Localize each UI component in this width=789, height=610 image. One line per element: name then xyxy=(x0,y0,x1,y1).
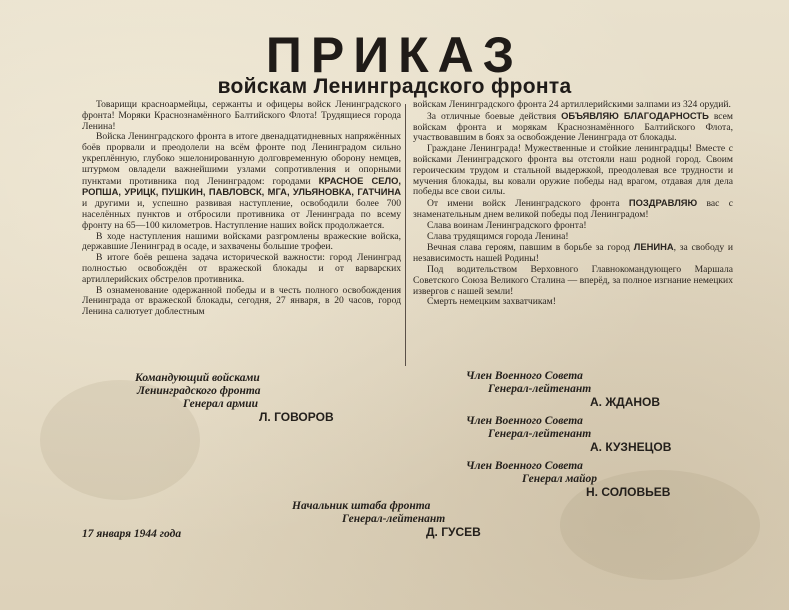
signature-rank: Генерал-лейтенант xyxy=(488,428,592,440)
signature-rank: Член Военного Совета xyxy=(466,415,583,427)
signature-name: Л. ГОВОРОВ xyxy=(259,410,334,424)
paragraph: В ознаменование одержанной победы и в честь полного освобождения Ленинграда от вражеской блокады, сегодня, 27 января, в 20 часов, город Ленина салютует доблестным xyxy=(82,284,401,318)
signature-gusev xyxy=(292,500,481,539)
paragraph-text: Войска Ленинградского фронта в итоге двенадцатидневных напряжённых боёв прорвали и преодолели на всём фронте под Ленинградом сильно укреплённую, глубоко эшелонированную долговременную оборону немцев, штурмом овладели важнейшими узлами сопротивления и опорными пунктами противника под Ленинградом: городами xyxy=(82,131,401,187)
paragraph: Слава трудящимся города Ленина! xyxy=(427,230,569,242)
column-divider xyxy=(405,104,406,366)
order-subtitle: войскам Ленинградского фронта xyxy=(217,75,572,98)
paragraph xyxy=(413,242,733,265)
signature-soloviev xyxy=(466,460,670,499)
paragraph: В ходе наступления нашими войсками разгромлены вражеские войска, державшие Ленинград в осаде, и захвачены большие трофеи. xyxy=(82,230,401,253)
signature-rank: Командующий войсками xyxy=(135,372,260,384)
paragraph: Под водительством Верховного Главнокомандующего Маршала Советского Союза Великого Сталина — вперёд, за полное изгнание немецких извергов с нашей земли! xyxy=(413,263,733,297)
signature-rank: Член Военного Совета xyxy=(466,460,583,472)
signature-name: Д. ГУСЕВ xyxy=(426,525,481,539)
paragraph-text: всем войскам фронта и морякам Краснознамённого Балтийского Флота, участвовавшим в боях за освобождение Ленинграда от блокады. xyxy=(413,110,734,144)
signature-name: А. КУЗНЕЦОВ xyxy=(590,440,672,454)
signature-rank: Генерал-лейтенант xyxy=(488,383,592,395)
paragraph-text: За отличные боевые действия xyxy=(427,110,562,122)
paragraph xyxy=(82,132,401,231)
signature-rank: Начальник штаба фронта xyxy=(292,500,431,512)
signature-rank: Член Военного Совета xyxy=(466,370,583,382)
congratulation-emphasis: ПОЗДРАВЛЯЮ xyxy=(628,197,698,209)
signature-name: Н. СОЛОВЬЕВ xyxy=(586,485,671,499)
signature-kuznetsov xyxy=(466,415,671,454)
paragraph: Граждане Ленинграда! Мужественные и стойкие ленинградцы! Вместе с войсками Ленинградского фронта вы отстояли наш родной город. Своим героическим трудом и стальной выдержкой, преодолевая все трудности и мучения блокады, вы ковали оружие победы над врагом, отдавая для дела победы все свои силы. xyxy=(413,143,733,198)
signature-rank: Генерал армии xyxy=(183,398,259,410)
paragraph: Товарищи красноармейцы, сержанты и офицеры войск Ленинградского фронта! Моряки Краснознамённого Балтийского Флота! Трудящиеся города Ленина! xyxy=(82,99,401,132)
signature-rank: Генерал-лейтенант xyxy=(342,513,446,525)
signature-rank: Ленинградского фронта xyxy=(137,385,261,397)
paragraph xyxy=(413,111,733,144)
paragraph: Слава воинам Ленинградского фронта! xyxy=(427,219,587,231)
paragraph xyxy=(413,198,733,221)
paragraph: войскам Ленинградского фронта 24 артиллерийскими залпами из 324 орудий. xyxy=(413,99,731,110)
signature-zhdanov xyxy=(466,370,660,409)
gratitude-emphasis: ОБЪЯВЛЯЮ БЛАГОДАРНОСТЬ xyxy=(561,109,709,121)
lenin-emphasis: ЛЕНИНА xyxy=(633,241,674,253)
paragraph: Смерть немецким захватчикам! xyxy=(427,296,556,308)
paragraph-text: Вечная слава героям, павшим в борьбе за город xyxy=(427,242,634,254)
left-text-column xyxy=(82,100,401,318)
right-text-column xyxy=(413,100,733,308)
liberated-cities: КРАСНОЕ СЕЛО, РОПША, УРИЦК, ПУШКИН, ПАВЛОВСК, МГА, УЛЬЯНОВКА, ГАТЧИНА xyxy=(82,174,401,198)
paragraph-text: От имени войск Ленинградского фронта xyxy=(427,198,629,210)
signature-govorov xyxy=(135,372,334,424)
paragraph-text: вас с знаменательным днем великой победы под Ленинградом! xyxy=(413,198,733,220)
signature-rank: Генерал майор xyxy=(522,473,597,485)
paragraph-text: , за свободу и независимость нашей Родины! xyxy=(413,242,733,265)
paragraph-text: и другими и, успешно развивая наступление, освободили более 700 населённых пунктов и отбросили противника от Ленинграда по всему фронту на 65—100 километров. Наступление наших войск продолжается. xyxy=(82,198,401,231)
signature-name: А. ЖДАНОВ xyxy=(590,395,661,409)
order-title: ПРИКАЗ xyxy=(265,27,524,83)
order-date: 17 января 1944 года xyxy=(82,528,182,540)
paragraph: В итоге боёв решена задача исторической важности: город Ленинград полностью освобождён от вражеской блокады и от варварских артиллерийских обстрелов противника. xyxy=(82,252,401,285)
